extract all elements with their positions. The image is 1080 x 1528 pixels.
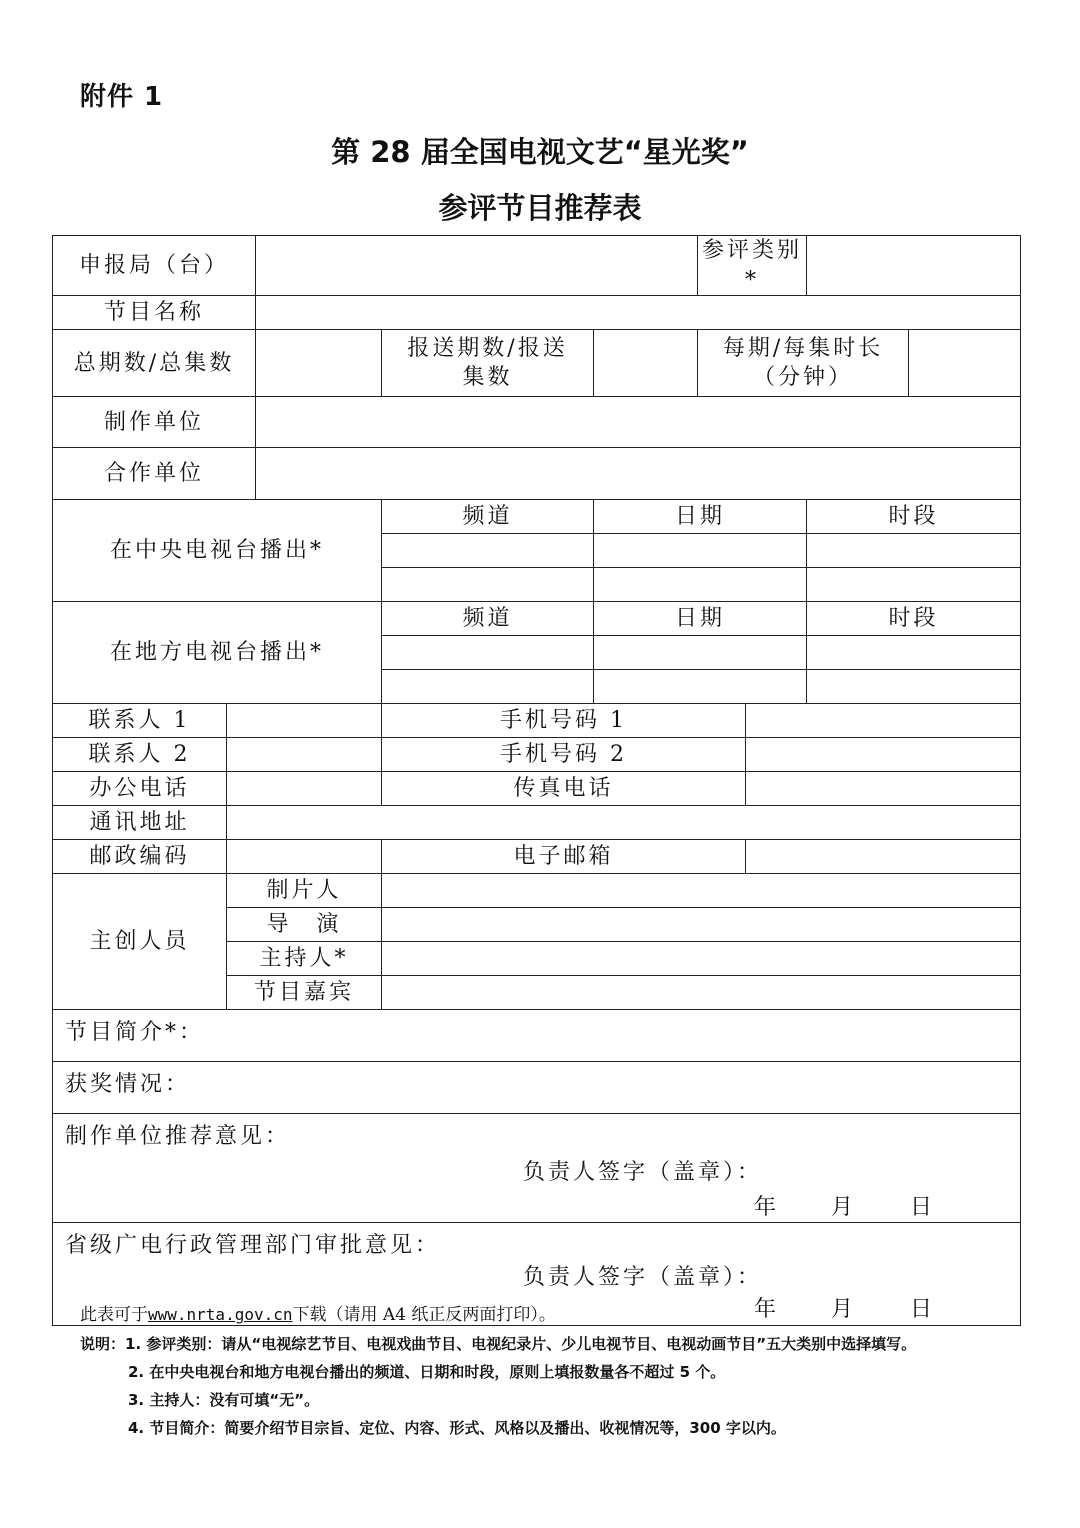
instruction-text: 2. 在中央电视台和地方电视台播出的频道、日期和时段，原则上填报数量各不超过 5 个。 [128, 1363, 726, 1381]
instruction-text: 3. 主持人：没有可填“无”。 [128, 1391, 320, 1409]
cctv-channel-field[interactable] [382, 568, 594, 602]
program-name-field[interactable] [256, 296, 1021, 330]
producer-label: 制片人 [227, 874, 382, 908]
contact2-field[interactable] [227, 738, 382, 772]
cctv-time-field[interactable] [807, 568, 1021, 602]
applicant-label: 申报局（台） [53, 236, 256, 296]
producer-field[interactable] [382, 874, 1021, 908]
awards-field[interactable] [53, 1062, 1021, 1114]
download-note [80, 1300, 556, 1325]
instructions [80, 1330, 916, 1442]
office-phone-field[interactable] [227, 772, 382, 806]
province-signature-label: 负责人签字（盖章）： [523, 1265, 763, 1291]
email-label: 电子邮箱 [382, 840, 746, 874]
program-name-label: 节目名称 [53, 296, 256, 330]
producer-signature-label: 负责人签字（盖章）： [523, 1160, 763, 1186]
office-phone-label: 办公电话 [53, 772, 227, 806]
postcode-label: 邮政编码 [53, 840, 227, 874]
contact1-field[interactable] [227, 704, 382, 738]
fax-field[interactable] [746, 772, 1021, 806]
local-channel-field[interactable] [382, 670, 594, 704]
instruction-text: 4. 节目简介：简要介绍节目宗旨、定位、内容、形式、风格以及播出、收视情况等，300 字以内。 [128, 1419, 786, 1437]
partner-unit-field[interactable] [256, 448, 1021, 500]
producer-year-label: 年 [754, 1195, 780, 1221]
instruction-item [80, 1358, 916, 1386]
producer-opinion-label: 制作单位推荐意见： [65, 1124, 291, 1150]
synopsis-field[interactable] [53, 1010, 1021, 1062]
duration-field[interactable] [909, 330, 1021, 397]
awards-label: 获奖情况： [65, 1072, 191, 1098]
local-channel-field[interactable] [382, 636, 594, 670]
cctv-date-field[interactable] [594, 534, 807, 568]
province-opinion-label: 省级广电行政管理部门审批意见： [65, 1233, 441, 1259]
host-field[interactable] [382, 942, 1021, 976]
producer-opinion-field[interactable] [53, 1114, 1021, 1223]
total-episodes-label: 总期数/总集数 [53, 330, 256, 397]
submitted-episodes-label: 报送期数/报送集数 [382, 330, 594, 397]
producer-unit-label: 制作单位 [53, 397, 256, 448]
cctv-date-header: 日期 [594, 500, 807, 534]
submitted-episodes-field[interactable] [594, 330, 698, 397]
partner-unit-label: 合作单位 [53, 448, 256, 500]
category-field[interactable] [807, 236, 1021, 296]
creators-label: 主创人员 [53, 874, 227, 1010]
mobile1-field[interactable] [746, 704, 1021, 738]
synopsis-label: 节目简介*： [65, 1020, 205, 1046]
email-field[interactable] [746, 840, 1021, 874]
instruction-item [80, 1414, 916, 1442]
fax-label: 传真电话 [382, 772, 746, 806]
producer-day-label: 日 [910, 1195, 936, 1221]
director-field[interactable] [382, 908, 1021, 942]
province-year-label: 年 [754, 1297, 780, 1323]
local-time-field[interactable] [807, 670, 1021, 704]
guests-field[interactable] [382, 976, 1021, 1010]
director-label: 导 演 [227, 908, 382, 942]
mobile2-label: 手机号码 2 [382, 738, 746, 772]
form-title: 第 28 届全国电视文艺“星光奖” [331, 135, 749, 169]
duration-label: 每期/每集时长（分钟） [698, 330, 909, 397]
instruction-item [80, 1330, 916, 1358]
local-time-field[interactable] [807, 636, 1021, 670]
address-field[interactable] [227, 806, 1021, 840]
mobile2-field[interactable] [746, 738, 1021, 772]
download-prefix: 此表可于 [80, 1305, 148, 1325]
cctv-time-field[interactable] [807, 534, 1021, 568]
address-label: 通讯地址 [53, 806, 227, 840]
notes-label: 说明： [80, 1335, 126, 1353]
producer-unit-field[interactable] [256, 397, 1021, 448]
cctv-broadcast-label: 在中央电视台播出* [53, 500, 382, 602]
cctv-channel-field[interactable] [382, 534, 594, 568]
local-date-header: 日期 [594, 602, 807, 636]
province-month-label: 月 [831, 1297, 857, 1323]
producer-month-label: 月 [831, 1195, 857, 1221]
contact1-label: 联系人 1 [53, 704, 227, 738]
download-link[interactable]: www.nrta.gov.cn [148, 1305, 293, 1324]
mobile1-label: 手机号码 1 [382, 704, 746, 738]
cctv-date-field[interactable] [594, 568, 807, 602]
local-broadcast-label: 在地方电视台播出* [53, 602, 382, 704]
host-label: 主持人* [227, 942, 382, 976]
province-day-label: 日 [910, 1297, 936, 1323]
recommendation-form [52, 235, 1021, 1326]
instruction-item [80, 1386, 916, 1414]
cctv-time-header: 时段 [807, 500, 1021, 534]
category-label: 参评类别* [698, 236, 807, 296]
postcode-field[interactable] [227, 840, 382, 874]
cctv-channel-header: 频道 [382, 500, 594, 534]
guests-label: 节目嘉宾 [227, 976, 382, 1010]
local-date-field[interactable] [594, 636, 807, 670]
form-subtitle: 参评节目推荐表 [438, 191, 642, 225]
total-episodes-field[interactable] [256, 330, 382, 397]
contact2-label: 联系人 2 [53, 738, 227, 772]
download-suffix: 下载（请用 A4 纸正反两面打印）。 [292, 1305, 556, 1325]
instruction-text: 1. 参评类别：请从“电视综艺节目、电视戏曲节目、电视纪录片、少儿电视节目、电视动画节目”五大类别中选择填写。 [125, 1335, 917, 1353]
local-date-field[interactable] [594, 670, 807, 704]
local-channel-header: 频道 [382, 602, 594, 636]
applicant-field[interactable] [256, 236, 698, 296]
local-time-header: 时段 [807, 602, 1021, 636]
attachment-label: 附件 1 [80, 82, 164, 112]
